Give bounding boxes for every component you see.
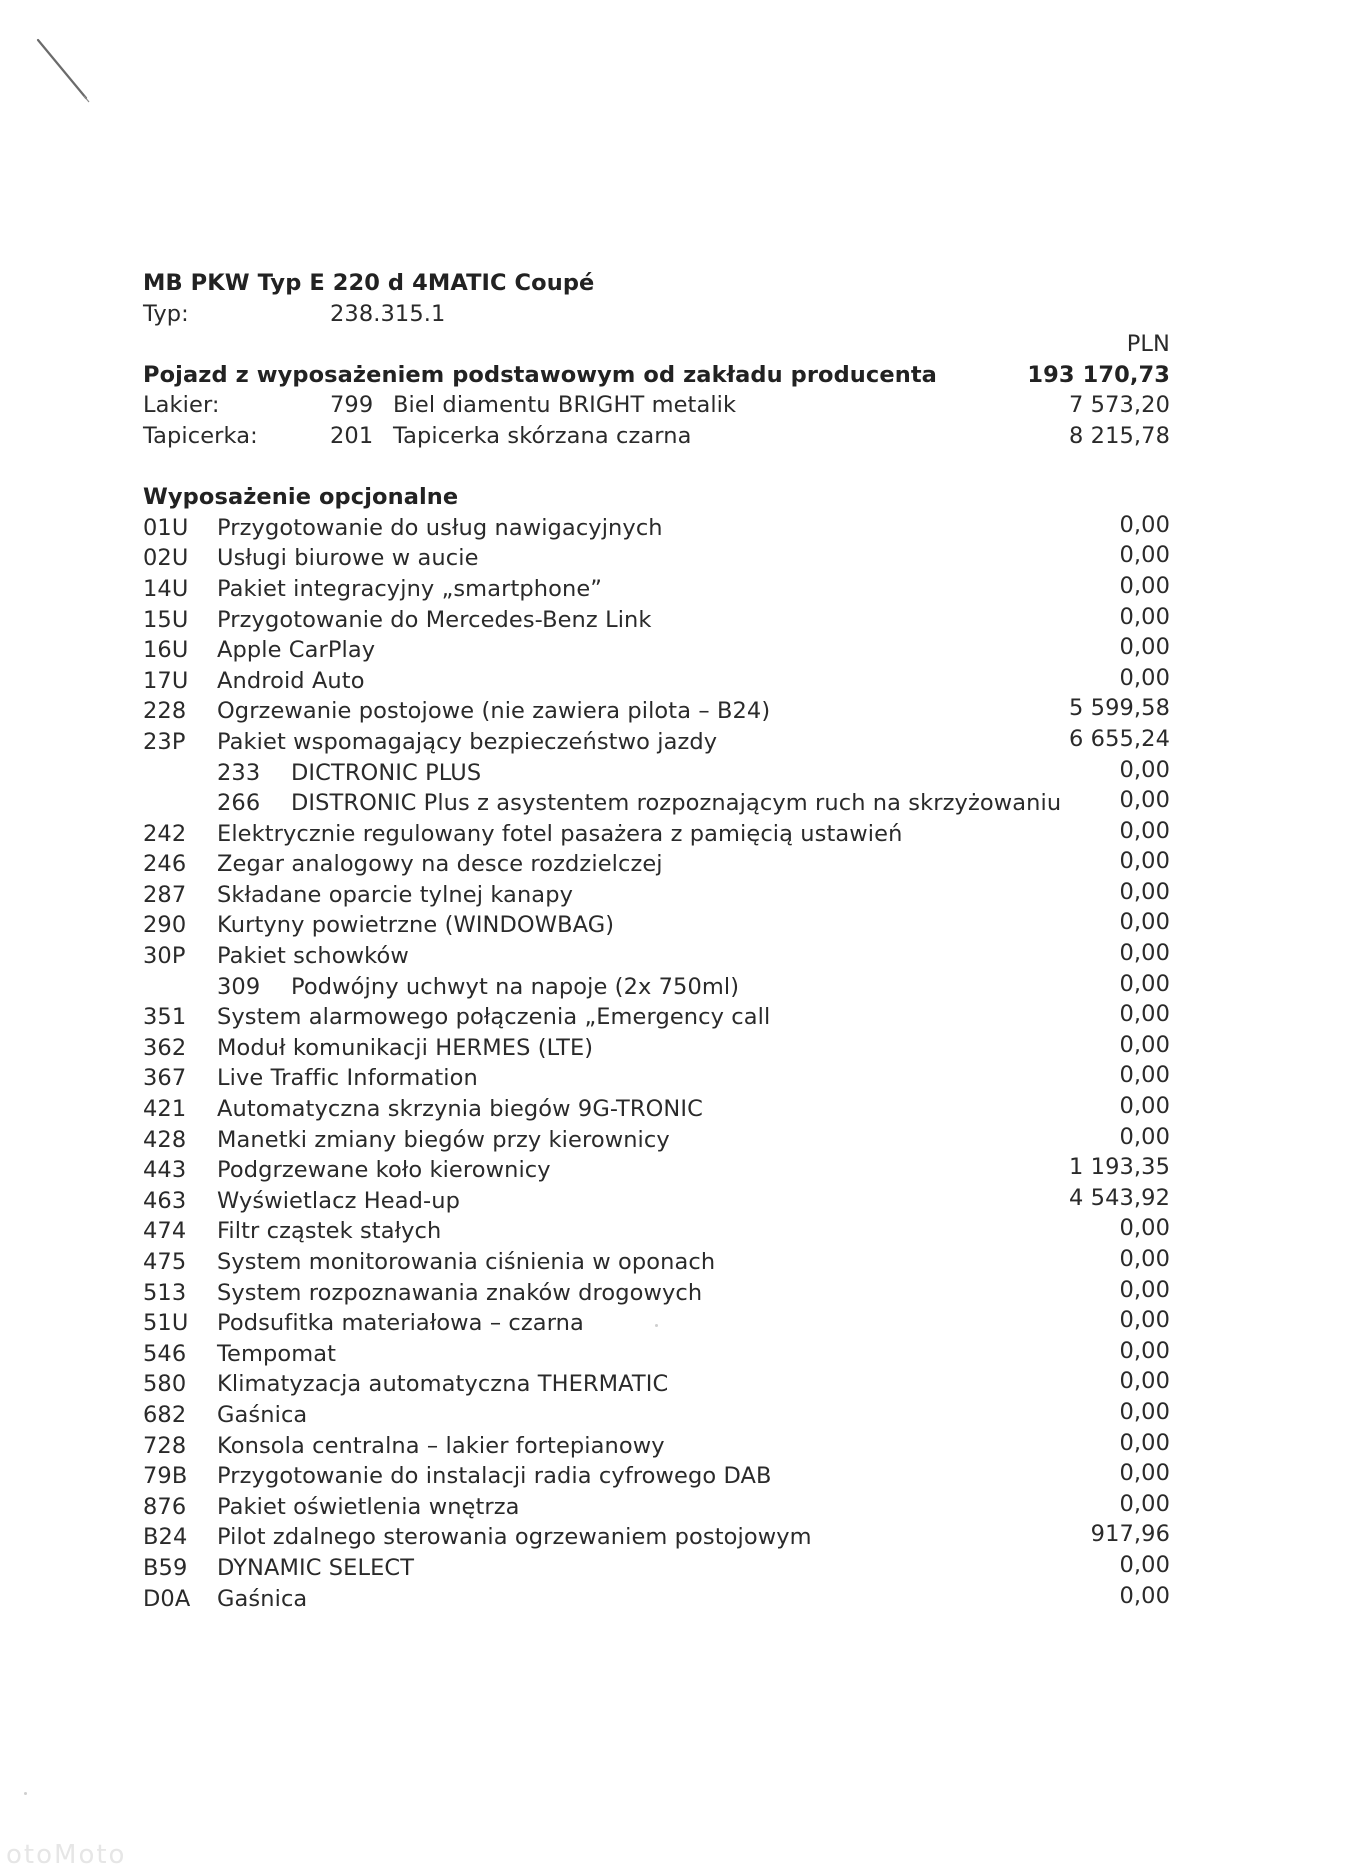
- option-description: DISTRONIC Plus z asystentem rozpoznającym ruch na skrzyżowaniu: [291, 790, 1062, 817]
- option-row: [143, 1584, 1170, 1615]
- option-code: 266: [217, 790, 261, 817]
- option-price: 0,00: [1119, 572, 1170, 599]
- option-code: 580: [143, 1371, 187, 1398]
- option-price: 0,00: [1119, 1551, 1170, 1578]
- base-row: [143, 360, 1170, 391]
- option-price: 6 655,24: [1069, 725, 1170, 752]
- option-row: [143, 1553, 1170, 1584]
- option-price: 0,00: [1119, 787, 1170, 814]
- option-code: 233: [217, 759, 261, 786]
- option-row: [143, 605, 1170, 636]
- option-code: 287: [143, 881, 187, 908]
- option-price: 917,96: [1090, 1521, 1170, 1548]
- option-row: [143, 1247, 1170, 1278]
- option-description: Klimatyzacja automatyczna THERMATIC: [217, 1371, 669, 1398]
- option-code: 242: [143, 820, 187, 847]
- option-price: 0,00: [1119, 1398, 1170, 1425]
- option-description: Zegar analogowy na desce rozdzielczej: [217, 851, 663, 878]
- option-code: 728: [143, 1432, 187, 1459]
- option-row: [143, 1186, 1170, 1217]
- typ-label: Typ:: [143, 300, 189, 327]
- option-description: System monitorowania ciśnienia w oponach: [217, 1249, 716, 1275]
- option-price: 0,00: [1119, 1123, 1170, 1150]
- option-description: Wyświetlacz Head-up: [217, 1187, 460, 1214]
- option-code: 290: [143, 912, 187, 939]
- option-code: 367: [143, 1065, 187, 1092]
- option-row: [143, 513, 1170, 544]
- spacer: [143, 452, 1170, 483]
- option-description: Usługi biurowe w aucie: [217, 545, 479, 572]
- option-code: B59: [143, 1554, 188, 1581]
- option-row: [143, 696, 1170, 727]
- paint-price: 7 573,20: [1069, 392, 1170, 419]
- model-title: [143, 268, 1170, 299]
- option-code: 16U: [143, 637, 189, 664]
- option-description: Automatyczna skrzynia biegów 9G-TRONIC: [217, 1096, 703, 1123]
- option-code: 428: [143, 1126, 187, 1153]
- option-code: 682: [143, 1401, 187, 1428]
- option-code: 51U: [143, 1310, 189, 1337]
- option-price: 0,00: [1119, 603, 1170, 630]
- option-price: 0,00: [1119, 1001, 1170, 1028]
- option-row: [143, 1094, 1170, 1125]
- option-description: Gaśnica: [217, 1401, 308, 1428]
- option-row: [143, 1492, 1170, 1523]
- option-description: Pakiet schowków: [217, 943, 409, 970]
- option-code: 362: [143, 1034, 187, 1061]
- option-row: [143, 1522, 1170, 1553]
- option-description: Podwójny uchwyt na napoje (2x 750ml): [291, 973, 740, 1000]
- option-row: [143, 1155, 1170, 1186]
- option-price: 0,00: [1119, 1307, 1170, 1334]
- upholstery-row: [143, 421, 1170, 452]
- paint-label: Lakier:: [143, 392, 220, 419]
- option-code: 79B: [143, 1463, 188, 1490]
- option-code: 30P: [143, 943, 186, 970]
- typ-row: [143, 299, 1170, 330]
- option-row: [143, 880, 1170, 911]
- option-description: System alarmowego połączenia „Emergency call: [217, 1004, 771, 1031]
- option-price: 0,00: [1119, 817, 1170, 844]
- option-code: 17U: [143, 667, 189, 694]
- option-row: [143, 574, 1170, 605]
- option-price: 0,00: [1119, 1368, 1170, 1395]
- option-description: Przygotowanie do instalacji radia cyfrowego DAB: [217, 1463, 772, 1490]
- option-row: [143, 635, 1170, 666]
- base-price: 193 170,73: [1027, 361, 1170, 388]
- currency-row: [143, 329, 1170, 360]
- option-description: Live Traffic Information: [217, 1065, 478, 1092]
- option-price: 0,00: [1119, 1460, 1170, 1487]
- option-description: Pakiet wspomagający bezpieczeństwo jazdy: [217, 728, 718, 755]
- option-description: Składane oparcie tylnej kanapy: [217, 881, 573, 908]
- option-row: [143, 1431, 1170, 1462]
- option-description: Apple CarPlay: [217, 637, 376, 664]
- option-code: 14U: [143, 575, 189, 602]
- option-row: [143, 1002, 1170, 1033]
- option-description: Elektrycznie regulowany fotel pasażera z pamięcią ustawień: [217, 820, 903, 847]
- option-subitem-row: [143, 972, 1170, 1003]
- option-description: Przygotowanie do usług nawigacyjnych: [217, 514, 663, 541]
- currency: PLN: [1126, 331, 1170, 358]
- option-row: [143, 1400, 1170, 1431]
- option-description: Konsola centralna – lakier fortepianowy: [217, 1432, 665, 1459]
- option-description: Podsufitka materiałowa – czarna: [217, 1310, 584, 1337]
- option-code: 546: [143, 1340, 187, 1367]
- option-description: System rozpoznawania znaków drogowych: [217, 1279, 703, 1306]
- option-description: Tempomat: [217, 1340, 337, 1367]
- model-title-text: MB PKW Typ E 220 d 4MATIC Coupé: [143, 270, 595, 296]
- option-row: [143, 1461, 1170, 1492]
- option-price: 0,00: [1119, 1062, 1170, 1089]
- option-code: 246: [143, 851, 187, 878]
- option-price: 0,00: [1119, 542, 1170, 569]
- option-description: Pakiet oświetlenia wnętrza: [217, 1493, 520, 1520]
- option-price: 0,00: [1119, 909, 1170, 936]
- option-description: Filtr cząstek stałych: [217, 1218, 442, 1245]
- option-code: 513: [143, 1279, 187, 1306]
- option-description: Manetki zmiany biegów przy kierownicy: [217, 1126, 670, 1153]
- option-code: D0A: [143, 1585, 191, 1612]
- option-row: [143, 1033, 1170, 1064]
- option-code: 421: [143, 1096, 187, 1123]
- option-price: 0,00: [1119, 1337, 1170, 1364]
- paint-desc: Biel diamentu BRIGHT metalik: [393, 392, 737, 419]
- option-price: 0,00: [1119, 1582, 1170, 1609]
- option-price: 0,00: [1119, 1215, 1170, 1242]
- option-row: [143, 1216, 1170, 1247]
- option-subitem-row: [143, 758, 1170, 789]
- upholstery-price: 8 215,78: [1069, 422, 1170, 449]
- document: [143, 268, 1170, 1614]
- option-row: [143, 666, 1170, 697]
- option-subitem-row: [143, 788, 1170, 819]
- option-price: 1 193,35: [1069, 1154, 1170, 1181]
- option-description: Pakiet integracyjny „smartphone”: [217, 575, 603, 602]
- option-price: 0,00: [1119, 1093, 1170, 1120]
- option-row: [143, 849, 1170, 880]
- option-price: 0,00: [1119, 1031, 1170, 1058]
- option-code: 475: [143, 1249, 187, 1275]
- option-price: 0,00: [1119, 634, 1170, 661]
- paint-row: [143, 390, 1170, 421]
- option-code: 02U: [143, 545, 189, 572]
- base-label: Pojazd z wyposażeniem podstawowym od zakładu producenta: [143, 361, 937, 388]
- option-price: 0,00: [1119, 511, 1170, 538]
- option-code: 23P: [143, 728, 186, 755]
- option-code: 228: [143, 698, 187, 725]
- paint-code: 799: [330, 392, 374, 419]
- option-row: [143, 910, 1170, 941]
- option-code: 351: [143, 1004, 187, 1031]
- option-price: 5 599,58: [1069, 695, 1170, 722]
- option-row: [143, 1125, 1170, 1156]
- option-price: 4 543,92: [1069, 1184, 1170, 1211]
- option-row: [143, 1369, 1170, 1400]
- option-row: [143, 1339, 1170, 1370]
- option-code: 01U: [143, 514, 189, 541]
- option-description: Podgrzewane koło kierownicy: [217, 1157, 551, 1184]
- option-price: 0,00: [1119, 1276, 1170, 1303]
- options-list: [143, 513, 1170, 1614]
- option-row: [143, 1308, 1170, 1339]
- option-description: Gaśnica: [217, 1585, 308, 1612]
- option-row: [143, 1063, 1170, 1094]
- options-title: [143, 482, 1170, 513]
- option-price: 0,00: [1119, 970, 1170, 997]
- option-code: 474: [143, 1218, 187, 1245]
- upholstery-desc: Tapicerka skórzana czarna: [393, 422, 692, 449]
- option-description: Moduł komunikacji HERMES (LTE): [217, 1034, 594, 1061]
- option-price: 0,00: [1119, 848, 1170, 875]
- option-price: 0,00: [1119, 664, 1170, 691]
- option-row: [143, 819, 1170, 850]
- option-description: DICTRONIC PLUS: [291, 759, 482, 786]
- option-code: 463: [143, 1187, 187, 1214]
- typ-value: 238.315.1: [330, 300, 446, 327]
- upholstery-label: Tapicerka:: [143, 422, 258, 449]
- option-description: Kurtyny powietrzne (WINDOWBAG): [217, 912, 615, 939]
- option-row: [143, 941, 1170, 972]
- option-description: DYNAMIC SELECT: [217, 1554, 415, 1581]
- option-price: 0,00: [1119, 1490, 1170, 1517]
- upholstery-code: 201: [330, 422, 374, 449]
- options-title-text: Wyposażenie opcjonalne: [143, 484, 459, 511]
- scan-mark: [34, 38, 94, 108]
- option-row: [143, 543, 1170, 574]
- option-price: 0,00: [1119, 878, 1170, 905]
- option-description: Android Auto: [217, 667, 365, 694]
- watermark: otoMoto: [6, 1840, 127, 1870]
- option-description: Przygotowanie do Mercedes-Benz Link: [217, 606, 652, 633]
- option-code: 15U: [143, 606, 189, 633]
- option-description: Ogrzewanie postojowe (nie zawiera pilota – B24): [217, 698, 771, 725]
- option-price: 0,00: [1119, 756, 1170, 783]
- option-price: 0,00: [1119, 1429, 1170, 1456]
- option-code: 309: [217, 973, 261, 1000]
- option-row: [143, 727, 1170, 758]
- option-code: 443: [143, 1157, 187, 1184]
- option-code: B24: [143, 1524, 188, 1551]
- scan-speck: [24, 1792, 27, 1795]
- option-price: 0,00: [1119, 940, 1170, 967]
- option-row: [143, 1278, 1170, 1309]
- option-description: Pilot zdalnego sterowania ogrzewaniem postojowym: [217, 1524, 812, 1551]
- option-code: 876: [143, 1493, 187, 1520]
- option-price: 0,00: [1119, 1246, 1170, 1272]
